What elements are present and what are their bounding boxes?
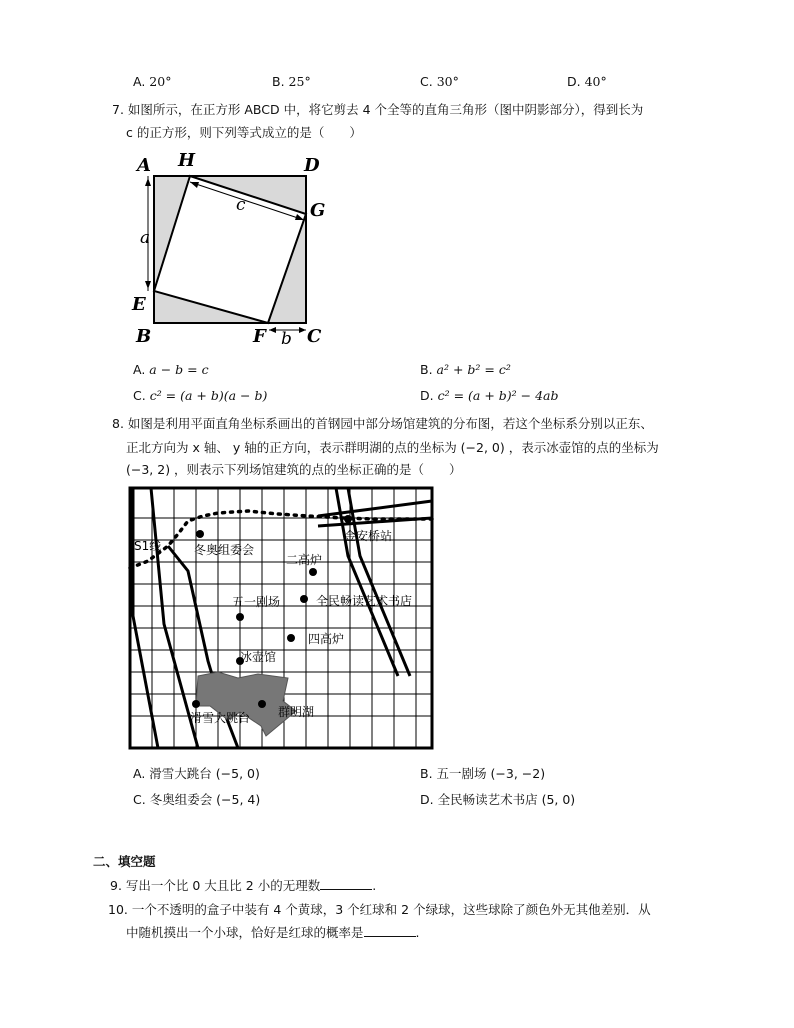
q6-option-d: D. 40° (567, 74, 607, 89)
label-b-vertex: B (136, 326, 152, 347)
q8-stem-line1: 8. 如图是利用平面直角坐标系画出的首钢园中部分场馆建筑的分布图，若这个坐标系分别以正东、 (112, 416, 653, 431)
q10-stem-line1: 10. 一个不透明的盒子中装有 4 个黄球，3 个红球和 2 个绿球，这些球除了颜色外无其他差别．从 (108, 902, 651, 917)
label-a-side: a (140, 228, 151, 248)
label-b-side: b (281, 329, 292, 348)
label-jinan: 金安桥站 (344, 529, 393, 543)
q6-option-b: B. 25° (272, 74, 311, 89)
qunming-lake-shape (196, 672, 296, 736)
label-qunming: 群明湖 (278, 705, 315, 719)
q8-stem-line2: 正北方向为 x 轴、 y 轴的正方向，表示群明湖的点的坐标为 (−2, 0) ，表示冰壶馆的点的坐标为 (126, 440, 659, 455)
label-c-side: c (236, 195, 246, 215)
label-quanmin: 全民畅读艺术书店 (316, 594, 413, 608)
q7-option-d: D. c² = (a + b)² − 4ab (420, 388, 559, 403)
label-h: H (178, 150, 196, 171)
label-huaxue: 滑雪大跳台 (190, 711, 251, 725)
label-sigaolu: 四高炉 (308, 632, 345, 646)
q8-option-a: A. 滑雪大跳台 (−5, 0) (133, 766, 260, 781)
q6-option-c: C. 30° (420, 74, 459, 89)
q7-option-a: A. a − b = c (133, 362, 209, 377)
q8-option-d: D. 全民畅读艺术书店 (5, 0) (420, 792, 576, 807)
label-g: G (310, 200, 326, 221)
q8-stem-line3: (−3, 2) ，则表示下列场馆建筑的点的坐标正确的是（ ） (126, 462, 462, 477)
q10-stem-line2: 中随机摸出一个小球，恰好是红球的概率是 . (126, 925, 420, 940)
label-d: D (304, 155, 320, 176)
point-sigaolu (287, 634, 295, 642)
label-wuyi: 五一剧场 (232, 595, 281, 609)
q8-option-c: C. 冬奥组委会 (−5, 4) (133, 792, 261, 807)
q10-answer-blank[interactable] (364, 924, 416, 937)
q9-answer-blank[interactable] (320, 877, 372, 890)
point-qunming (258, 700, 266, 708)
point-wuyi (236, 613, 244, 621)
section-title-fill-blank: 二、填空题 (93, 854, 156, 869)
q7-option-b: B. a² + b² = c² (420, 362, 511, 377)
label-ergaolu: 二高炉 (286, 553, 323, 567)
label-f: F (253, 326, 266, 347)
label-e: E (132, 294, 146, 315)
label-binghu: 冰壶馆 (240, 650, 277, 664)
q9-stem: 9. 写出一个比 0 大且比 2 小的无理数 . (110, 878, 377, 893)
point-quanmin (300, 595, 308, 603)
point-dongao (196, 530, 204, 538)
label-c-vertex: C (307, 326, 322, 347)
label-dongao: 冬奥组委会 (194, 543, 255, 557)
label-s1: S1线 (134, 539, 162, 553)
q7-option-c: C. c² = (a + b)(a − b) (133, 388, 268, 403)
q7-stem-line1: 7. 如图所示，在正方形 ABCD 中，将它剪去 4 个全等的直角三角形（图中阴影部分），得到长为 (112, 102, 644, 117)
point-ergaolu (309, 568, 317, 576)
q8-option-b: B. 五一剧场 (−3, −2) (420, 766, 546, 781)
point-huaxue (192, 700, 200, 708)
label-a-vertex: A (137, 155, 151, 176)
q7-stem-line2: c 的正方形，则下列等式成立的是（ ） (126, 125, 362, 140)
q8-map-figure (128, 486, 436, 752)
q7-square-figure (128, 148, 338, 348)
point-jinan (344, 515, 352, 523)
q6-option-a: A. 20° (133, 74, 172, 89)
